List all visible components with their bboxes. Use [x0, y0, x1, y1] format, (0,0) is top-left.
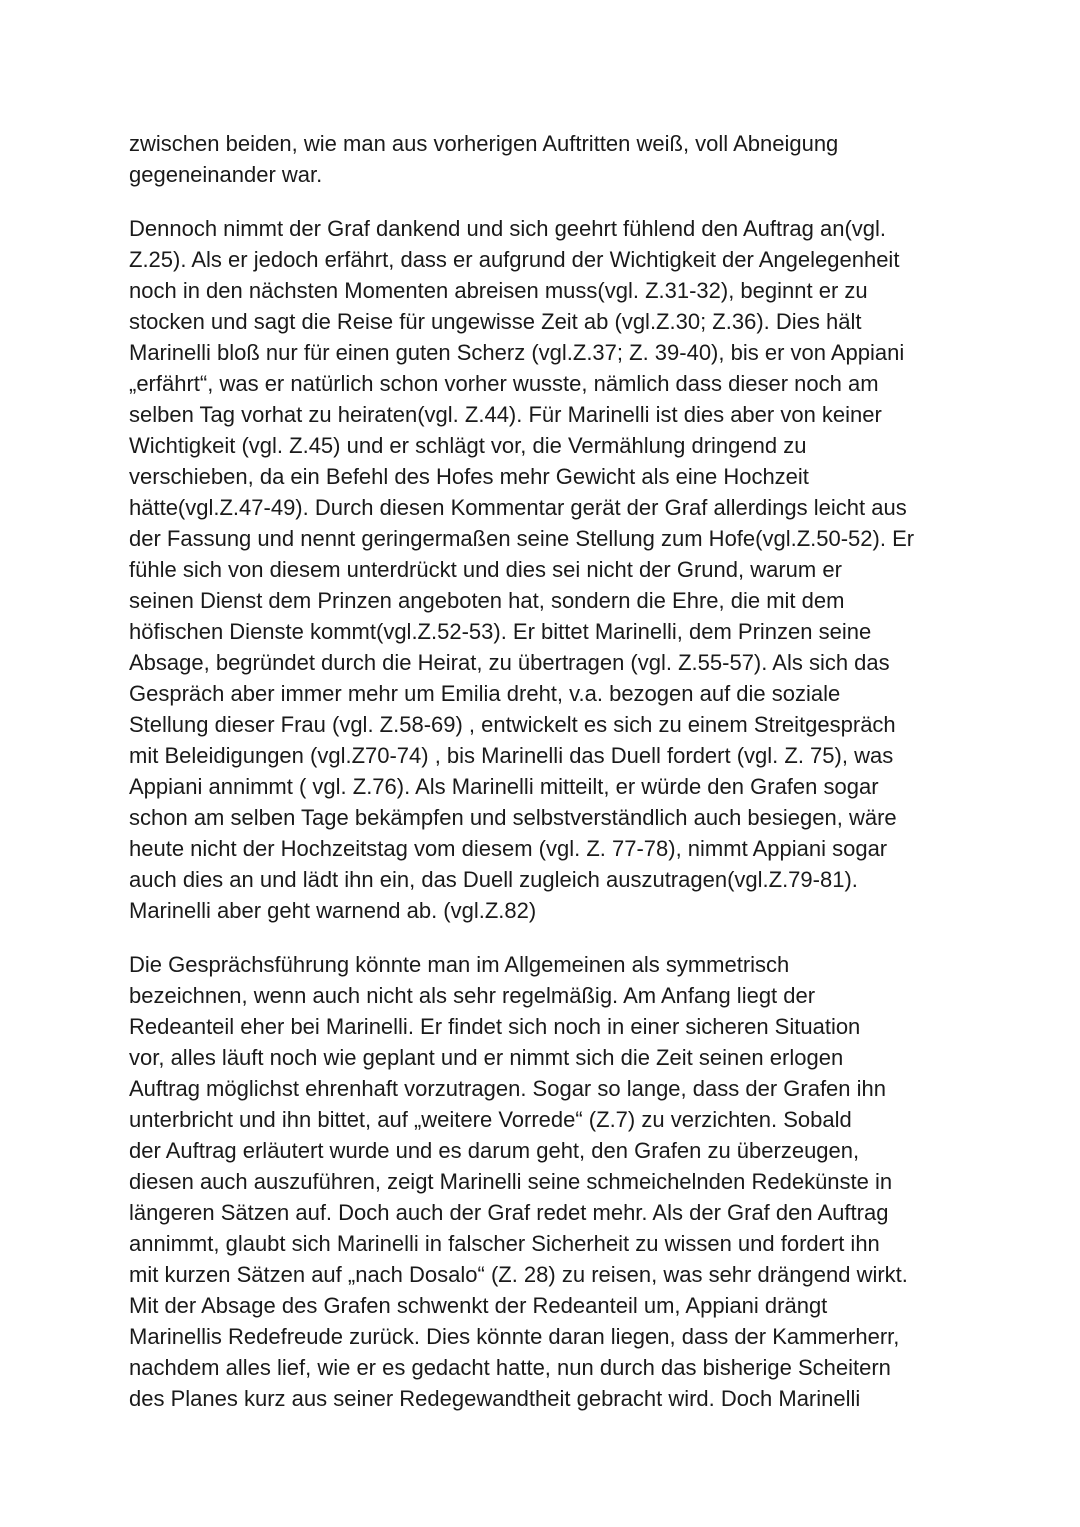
paragraph [129, 213, 959, 926]
text-line: unterbricht und ihn bittet, auf „weitere Vorrede“ (Z.7) zu verzichten. Sobald [129, 1107, 852, 1132]
text-line: des Planes kurz aus seiner Redegewandtheit gebracht wird. Doch Marinelli [129, 1386, 861, 1411]
text-line: Stellung dieser Frau (vgl. Z.58-69) , entwickelt es sich zu einem Streitgespräch [129, 712, 896, 737]
text-line: noch in den nächsten Momenten abreisen muss(vgl. Z.31-32), beginnt er zu [129, 278, 868, 303]
text-line: bezeichnen, wenn auch nicht als sehr regelmäßig. Am Anfang liegt der [129, 983, 816, 1008]
text-line: Wichtigkeit (vgl. Z.45) und er schlägt vor, die Vermählung dringend zu [129, 433, 807, 458]
text-line: nachdem alles lief, wie er es gedacht hatte, nun durch das bisherige Scheitern [129, 1355, 891, 1380]
paragraph [129, 128, 959, 190]
text-line: Auftrag möglichst ehrenhaft vorzutragen. Sogar so lange, dass der Grafen ihn [129, 1076, 886, 1101]
text-line: auch dies an und lädt ihn ein, das Duell zugleich auszutragen(vgl.Z.79-81). [129, 867, 858, 892]
text-line: annimmt, glaubt sich Marinelli in falscher Sicherheit zu wissen und fordert ihn [129, 1231, 880, 1256]
text-line: der Fassung und nennt geringermaßen seine Stellung zum Hofe(vgl.Z.50-52). Er [129, 526, 915, 551]
text-line: Mit der Absage des Grafen schwenkt der Redeanteil um, Appiani drängt [129, 1293, 828, 1318]
text-line: hätte(vgl.Z.47-49). Durch diesen Kommentar gerät der Graf allerdings leicht aus [129, 495, 907, 520]
text-line: Z.25). Als er jedoch erfährt, dass er aufgrund der Wichtigkeit der Angelegenheit [129, 247, 900, 272]
document-page [129, 128, 959, 1414]
text-line: stocken und sagt die Reise für ungewisse Zeit ab (vgl.Z.30; Z.36). Dies hält [129, 309, 862, 334]
text-line: Dennoch nimmt der Graf dankend und sich geehrt fühlend den Auftrag an(vgl. [129, 216, 887, 241]
text-line: selben Tag vorhat zu heiraten(vgl. Z.44). Für Marinelli ist dies aber von keiner [129, 402, 882, 427]
text-line: verschieben, da ein Befehl des Hofes mehr Gewicht als eine Hochzeit [129, 464, 809, 489]
text-line: Die Gesprächsführung könnte man im Allgemeinen als symmetrisch [129, 952, 790, 977]
text-line: mit kurzen Sätzen auf „nach Dosalo“ (Z. 28) zu reisen, was sehr drängend wirkt. [129, 1262, 908, 1287]
text-line: „erfährt“, was er natürlich schon vorher wusste, nämlich dass dieser noch am [129, 371, 879, 396]
text-line: Marinelli bloß nur für einen guten Scherz (vgl.Z.37; Z. 39-40), bis er von Appiani [129, 340, 905, 365]
text-line: schon am selben Tage bekämpfen und selbstverständlich auch besiegen, wäre [129, 805, 897, 830]
text-line: höfischen Dienste kommt(vgl.Z.52-53). Er bittet Marinelli, dem Prinzen seine [129, 619, 872, 644]
text-line: gegeneinander war. [129, 162, 323, 187]
text-line: mit Beleidigungen (vgl.Z70-74) , bis Marinelli das Duell fordert (vgl. Z. 75), was [129, 743, 894, 768]
text-line: zwischen beiden, wie man aus vorherigen Auftritten weiß, voll Abneigung [129, 131, 839, 156]
text-line: Redeanteil eher bei Marinelli. Er findet sich noch in einer sicheren Situation [129, 1014, 861, 1039]
text-line: längeren Sätzen auf. Doch auch der Graf redet mehr. Als der Graf den Auftrag [129, 1200, 889, 1225]
text-line: fühle sich von diesem unterdrückt und dies sei nicht der Grund, warum er [129, 557, 842, 582]
text-line: Absage, begründet durch die Heirat, zu übertragen (vgl. Z.55-57). Als sich das [129, 650, 890, 675]
text-line: seinen Dienst dem Prinzen angeboten hat, sondern die Ehre, die mit dem [129, 588, 845, 613]
text-line: heute nicht der Hochzeitstag vom diesem (vgl. Z. 77-78), nimmt Appiani sogar [129, 836, 888, 861]
text-line: Marinellis Redefreude zurück. Dies könnte daran liegen, dass der Kammerherr, [129, 1324, 900, 1349]
text-line: Gespräch aber immer mehr um Emilia dreht, v.a. bezogen auf die soziale [129, 681, 841, 706]
text-line: der Auftrag erläutert wurde und es darum geht, den Grafen zu überzeugen, [129, 1138, 860, 1163]
text-line: Marinelli aber geht warnend ab. (vgl.Z.82) [129, 898, 537, 923]
paragraph [129, 949, 959, 1414]
text-line: vor, alles läuft noch wie geplant und er nimmt sich die Zeit seinen erlogen [129, 1045, 844, 1070]
text-line: diesen auch auszuführen, zeigt Marinelli seine schmeichelnden Redekünste in [129, 1169, 893, 1194]
text-line: Appiani annimmt ( vgl. Z.76). Als Marinelli mitteilt, er würde den Grafen sogar [129, 774, 879, 799]
